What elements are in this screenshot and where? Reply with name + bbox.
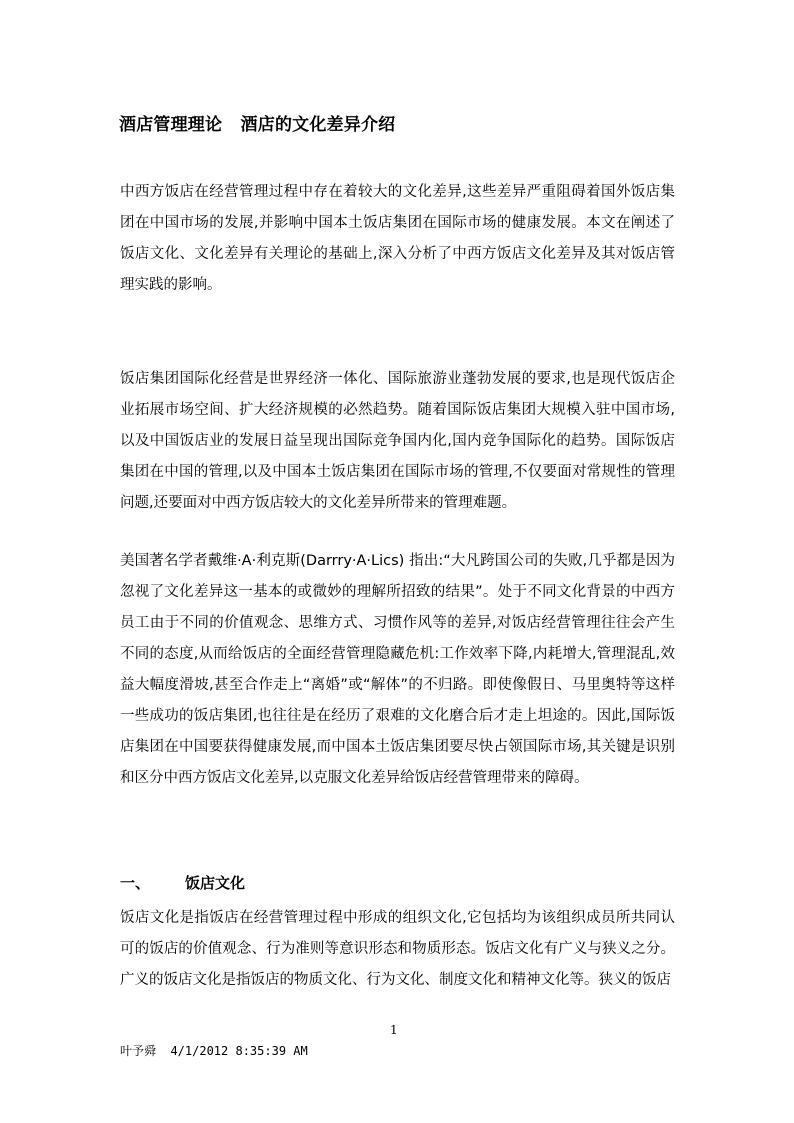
section-number: 一、 <box>120 874 151 892</box>
paragraph-quote: 美国著名学者戴维·A·利克斯(Darrry·A·Lics) 指出:“大凡跨国公司的失败,几乎都是因为忽视了文化差异这一基本的或微妙的理解所招致的结果”。处于不同文化背景的中西方员工由于不同的价值观念、思维方式、习惯作风等的差异,对饭店经营管理往往会产生不同的态度,从而给饭店的全面经营管理隐藏危机:工作效率下降,内耗增大,管理混乱,效益大幅度滑坡,甚至合作走上“离婚”或“解体”的不归路。即使像假日、马里奥特等这样一些成功的饭店集团,也往往是在经历了艰难的文化磨合后才走上坦途的。因此,国际饭店集团在中国要获得健康发展,而中国本土饭店集团要尽快占领国际市场,其关键是识别和区分中西方饭店文化差异,以克服文化差异给饭店经营管理带来的障碍。 <box>120 553 675 786</box>
paragraph-intro: 中西方饭店在经营管理过程中存在着较大的文化差异,这些差异严重阻碍着国外饭店集团在中国市场的发展,并影响中国本土饭店集团在国际市场的健康发展。本文在阐述了饭店文化、文化差异有关理论的基础上,深入分析了中西方饭店文化差异及其对饭店管理实践的影响。 <box>120 184 675 293</box>
section-title: 饭店文化 <box>185 874 246 892</box>
document-title: 酒店管理理论 酒店的文化差异介绍 <box>119 115 396 135</box>
section-heading <box>120 872 245 893</box>
paragraph-background: 饭店集团国际化经营是世界经济一体化、国际旅游业蓬勃发展的要求,也是现代饭店企业拓展市场空间、扩大经济规模的必然趋势。随着国际饭店集团大规模入驻中国市场,以及中国饭店业的发展日益呈现出国际竞争国内化,国内竞争国际化的趋势。国际饭店集团在中国的管理,以及中国本土饭店集团在国际市场的管理,不仅要面对常规性的管理问题,还要面对中西方饭店较大的文化差异所带来的管理难题。 <box>120 371 675 511</box>
footer-author-timestamp: 叶予舜 4/1/2012 8:35:39 AM <box>120 1044 308 1058</box>
paragraph-hotel-culture: 饭店文化是指饭店在经营管理过程中形成的组织文化,它包括均为该组织成员所共同认可的饭店的价值观念、行为准则等意识形态和物质形态。饭店文化有广义与狭义之分。广义的饭店文化是指饭店的物质文化、行为文化、制度文化和精神文化等。狭义的饭店 <box>120 910 675 988</box>
page-number: 1 <box>390 1023 398 1037</box>
